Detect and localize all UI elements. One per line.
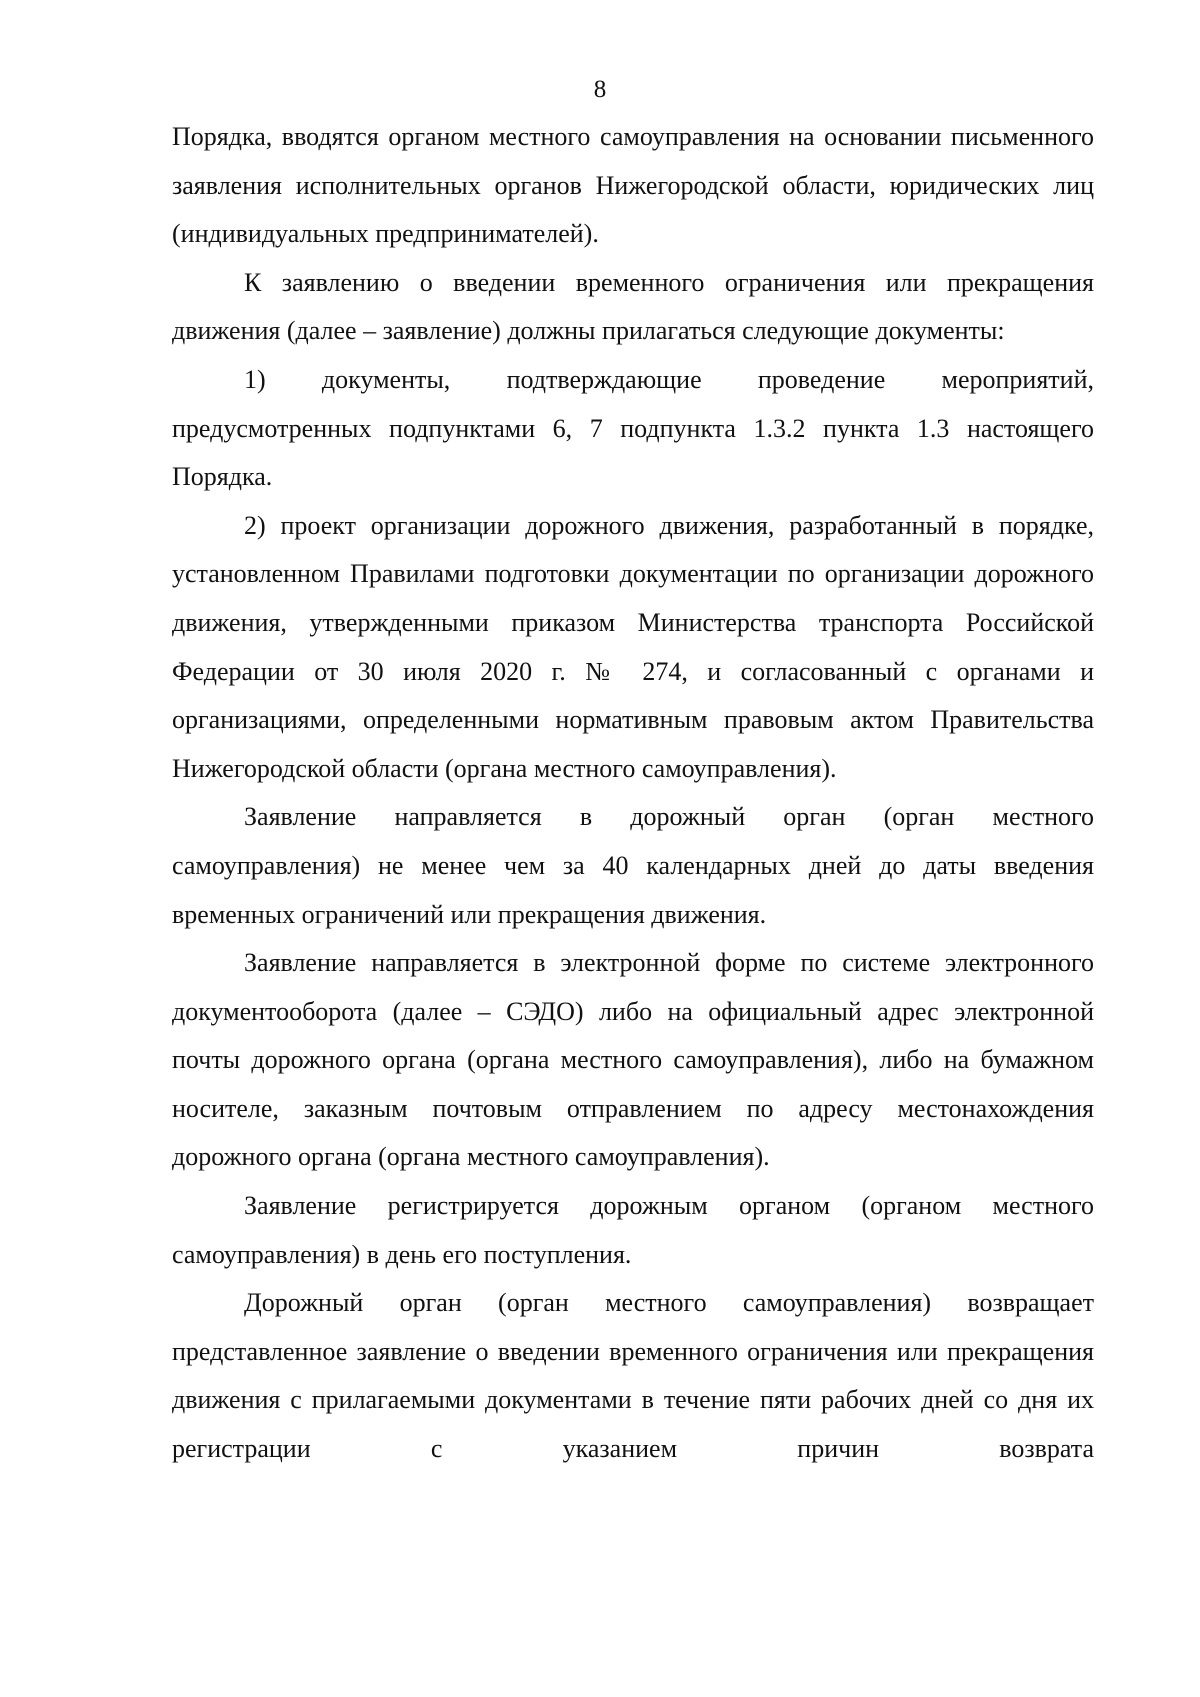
document-body xyxy=(172,113,1094,1474)
paragraph: К заявлению о введении временного ограничения или прекращения движения (далее – заявление) должны прилагаться следующие документы: xyxy=(172,267,1094,346)
paragraph: Заявление регистрируется дорожным органом (органом местного самоуправления) в день его поступления. xyxy=(172,1191,1094,1269)
paragraph: Заявление направляется в электронной форме по системе электронного документооборота (далее – СЭДО) либо на официальный адрес электронной почты дорожного органа (органа местного самоуправления), либо на бумажном носителе, заказным почтовым отправлением по адресу местонахождения дорожного органа (органа местного самоуправления). xyxy=(172,948,1094,1172)
paragraph: 2) проект организации дорожного движения, разработанный в порядке, установленном Правилами подготовки документации по организации дорожного движения, утвержденными приказом Министерства транспорта Российской Федерации от 30 июля 2020 г. № 274, и согласованный с органами и организациями, определенными нормативным правовым актом Правительства Нижегородской области (органа местного самоуправления). xyxy=(172,510,1094,783)
paragraph: Порядка, вводятся органом местного самоуправления на основании письменного заявления исполнительных органов Нижегородской области, юридических лиц (индивидуальных предпринимателей). xyxy=(172,122,1094,249)
paragraph: Дорожный орган (орган местного самоуправления) возвращает представленное заявление о введении временного ограничения или прекращения движения с прилагаемыми документами в течение пяти рабочих дней со дня их регистрации с указанием причин возврата xyxy=(172,1288,1094,1464)
paragraph: 1) документы, подтверждающие проведение мероприятий, предусмотренных подпунктами 6, 7 подпункта 1.3.2 пункта 1.3 настоящего Порядка. xyxy=(172,364,1094,492)
page-number: 8 xyxy=(593,76,607,103)
paragraph: Заявление направляется в дорожный орган (орган местного самоуправления) не менее чем за 40 календарных дней до даты введения временных ограничений или прекращения движения. xyxy=(172,802,1094,929)
